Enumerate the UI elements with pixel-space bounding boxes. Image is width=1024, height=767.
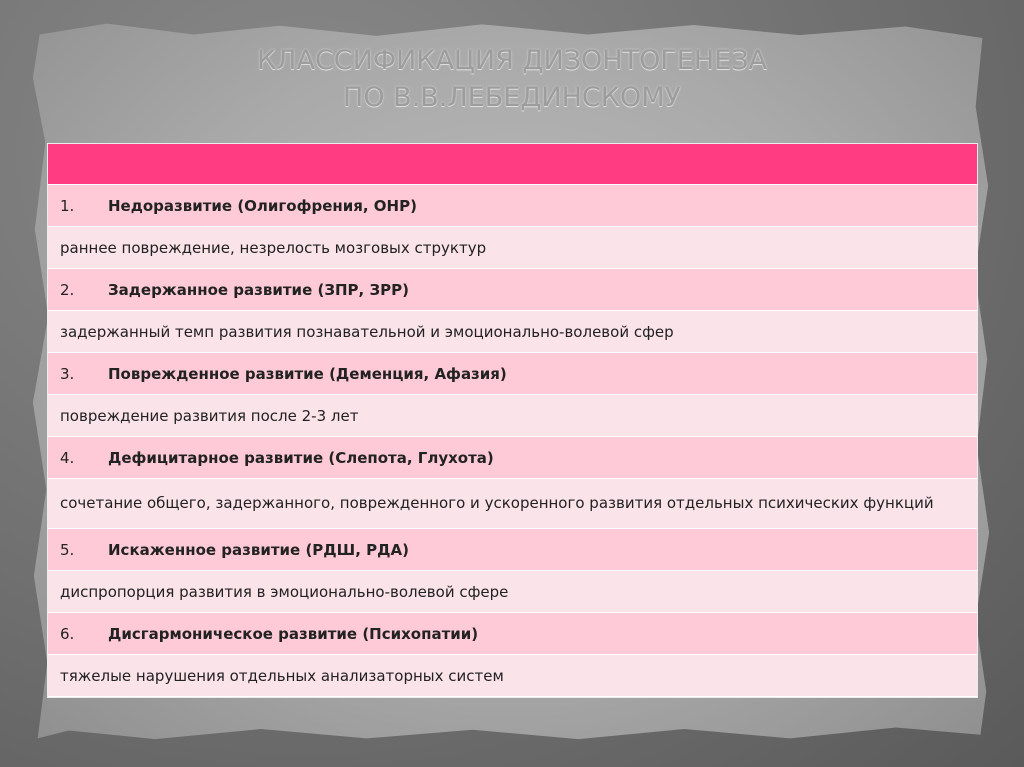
row-description: повреждение развития после 2-3 лет [60, 406, 359, 425]
slide-title [0, 42, 1024, 116]
table-row [48, 529, 977, 571]
row-number: 1. [60, 196, 75, 215]
row-number: 3. [60, 364, 75, 383]
table-row [48, 613, 977, 655]
row-description: раннее повреждение, незрелость мозговых структур [60, 238, 487, 257]
row-description: сочетание общего, задержанного, поврежденного и ускоренного развития отдельных психических функций [60, 494, 934, 512]
table-row [48, 437, 977, 479]
table-row [48, 571, 977, 613]
table-row [48, 269, 977, 311]
table-row [48, 311, 977, 353]
table-row [48, 353, 977, 395]
row-number: 2. [60, 280, 75, 299]
classification-table [47, 143, 978, 698]
row-number: 6. [60, 624, 75, 643]
table-header [48, 144, 977, 185]
row-description: тяжелые нарушения отдельных анализаторных систем [60, 666, 504, 685]
table-row [48, 227, 977, 269]
row-number: 4. [60, 448, 75, 467]
table-row [48, 479, 977, 529]
row-heading: Задержанное развитие (ЗПР, ЗРР) [108, 280, 409, 299]
row-heading: Дисгармоническое развитие (Психопатии) [108, 624, 479, 643]
row-heading: Дефицитарное развитие (Слепота, Глухота) [108, 448, 494, 467]
table-row [48, 655, 977, 697]
row-description: диспропорция развития в эмоционально-волевой сфере [60, 582, 509, 601]
table-row [48, 395, 977, 437]
row-heading: Поврежденное развитие (Деменция, Афазия) [108, 364, 507, 383]
row-description: задержанный темп развития познавательной и эмоционально-волевой сфер [60, 322, 674, 341]
row-heading: Недоразвитие (Олигофрения, ОНР) [108, 196, 417, 215]
title-line-2: ПО В.В.ЛЕБЕДИНСКОМУ [343, 82, 681, 113]
row-heading: Искаженное развитие (РДШ, РДА) [108, 540, 409, 559]
table-row [48, 185, 977, 227]
title-line-1: КЛАССИФИКАЦИЯ ДИЗОНТОГЕНЕЗА [257, 45, 767, 76]
row-number: 5. [60, 540, 75, 559]
